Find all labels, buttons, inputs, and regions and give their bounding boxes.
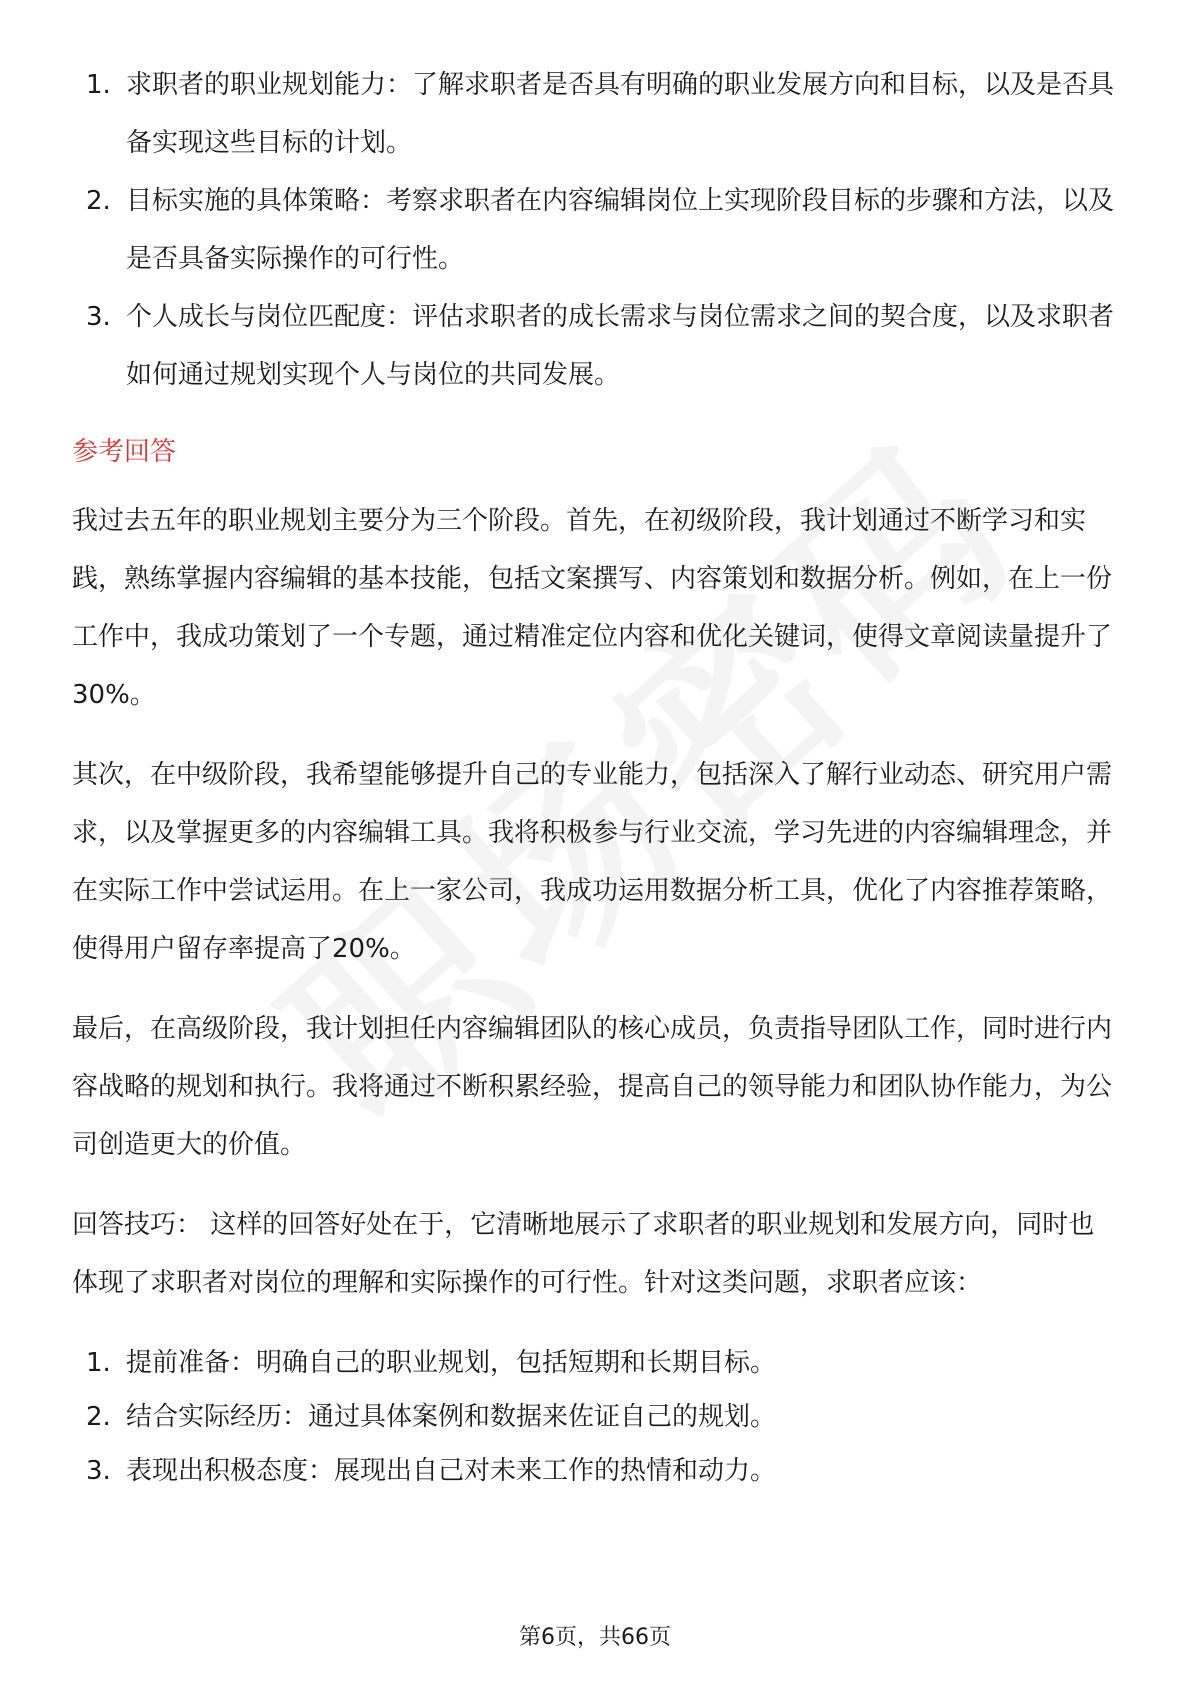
list-item-text: 结合实际经历：通过具体案例和数据来佐证自己的规划。 [126, 1402, 777, 1432]
tips-list [72, 1336, 1118, 1498]
list-item [72, 1336, 1118, 1390]
list-item-number: 1. [86, 1348, 111, 1378]
list-item-number: 3. [86, 1456, 111, 1486]
paragraph: 回答技巧： 这样的回答好处在于，它清晰地展示了求职者的职业规划和发展方向，同时也体现了求职者对岗位的理解和实际操作的可行性。针对这类问题，求职者应该： [72, 1210, 1095, 1298]
list-item-text: 个人成长与岗位匹配度：评估求职者的成长需求与岗位需求之间的契合度，以及求职者如何通过规划实现个人与岗位的共同发展。 [126, 302, 1115, 390]
list-item-text: 目标实施的具体策略：考察求职者在内容编辑岗位上实现阶段目标的步骤和方法，以及是否具备实际操作的可行性。 [126, 186, 1115, 274]
list-item-text: 提前准备：明确自己的职业规划，包括短期和长期目标。 [126, 1348, 777, 1378]
list-item-number: 1. [86, 70, 111, 100]
list-item [72, 56, 1118, 172]
paragraph: 我过去五年的职业规划主要分为三个阶段。首先，在初级阶段，我计划通过不断学习和实践，熟练掌握内容编辑的基本技能，包括文案撰写、内容策划和数据分析。例如，在上一份工作中，我成功策划了一个专题，通过精准定位内容和优化关键词，使得文章阅读量提升了30%。 [72, 506, 1113, 710]
list-item [72, 1444, 1118, 1498]
criteria-list [72, 56, 1118, 404]
page-content [72, 56, 1118, 1498]
paragraph: 其次，在中级阶段，我希望能够提升自己的专业能力，包括深入了解行业动态、研究用户需求，以及掌握更多的内容编辑工具。我将积极参与行业交流，学习先进的内容编辑理念，并在实际工作中尝试运用。在上一家公司，我成功运用数据分析工具，优化了内容推荐策略，使得用户留存率提高了20%。 [72, 760, 1113, 964]
list-item [72, 172, 1118, 288]
list-item [72, 1390, 1118, 1444]
list-item [72, 288, 1118, 404]
list-item-number: 2. [86, 1402, 111, 1432]
paragraph: 最后，在高级阶段，我计划担任内容编辑团队的核心成员，负责指导团队工作，同时进行内容战略的规划和执行。我将通过不断积累经验，提高自己的领导能力和团队协作能力，为公司创造更大的价值。 [72, 1014, 1113, 1160]
page-number-footer: 第6页，共66页 [519, 1625, 671, 1650]
list-item-text: 表现出积极态度：展现出自己对未来工作的热情和动力。 [126, 1456, 777, 1486]
list-item-number: 2. [86, 186, 111, 216]
list-item-text: 求职者的职业规划能力：了解求职者是否具有明确的职业发展方向和目标，以及是否具备实现这些目标的计划。 [126, 70, 1115, 158]
section-heading: 参考回答 [72, 437, 177, 467]
list-item-number: 3. [86, 302, 111, 332]
